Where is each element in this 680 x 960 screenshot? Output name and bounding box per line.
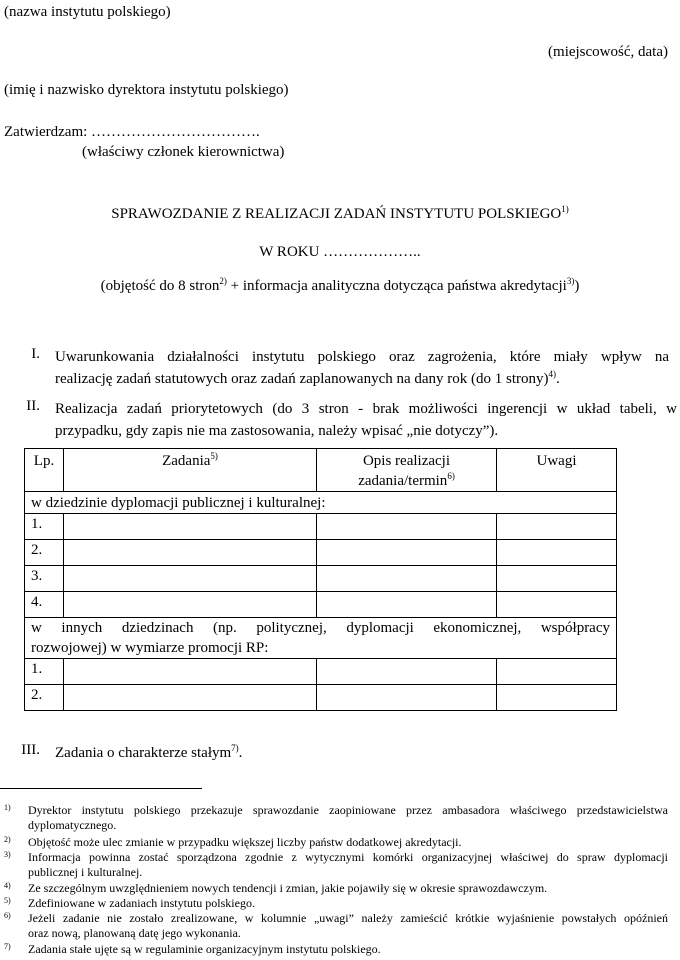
footnote-number: 6) (4, 911, 11, 920)
task-cell[interactable] (64, 592, 317, 618)
footnote-text (28, 835, 668, 850)
header-description (317, 449, 497, 492)
approver-role: (właściwy członek kierownictwa) (82, 144, 285, 160)
priority-tasks-table (24, 448, 617, 711)
volume-note-text: + informacja analityczna dotycząca państwa akredytacji (226, 278, 567, 294)
footnote-ref: 5) (210, 451, 218, 461)
section-line: Uwarunkowania działalności instytutu polskiego oraz zagrożenia, które miały wpływ na (55, 349, 669, 365)
table-row (25, 566, 617, 592)
table-category-row (25, 618, 617, 659)
table-row (25, 659, 617, 685)
footnote-text (28, 850, 668, 880)
section-text (55, 346, 669, 390)
section-line: Realizacja zadań priorytetowych (do 3 stron - brak możliwości ingerencji w układ tabeli, w (55, 401, 677, 417)
row-number: 2. (25, 685, 64, 711)
task-cell[interactable] (64, 540, 317, 566)
table-category-row (25, 492, 617, 514)
header-lp: Lp. (25, 449, 64, 492)
footnote-ref: 3) (566, 276, 575, 286)
report-year: W ROKU ……………….. (259, 244, 421, 260)
footnote-line: Ze szczególnym uwzględnieniem nowych tendencji i zmian, jakie pojawiły się w okresie sprawozdawczym. (28, 881, 548, 895)
description-cell[interactable] (317, 514, 497, 540)
report-title (0, 206, 680, 223)
section-line: Zadania o charakterze stałym (55, 745, 232, 761)
footnote-text (28, 942, 668, 957)
footnote-line: Dyrektor instytutu polskiego przekazuje sprawozdanie zaopiniowane przez ambasadora właściwego przedstawicielstwa (28, 803, 668, 817)
footnote-separator (0, 788, 202, 789)
description-cell[interactable] (317, 566, 497, 592)
footnote-line: Zdefiniowane w zadaniach instytutu polskiego. (28, 896, 255, 910)
footnote-text (28, 896, 668, 911)
footnote-number: 7) (4, 942, 11, 951)
table-row (25, 514, 617, 540)
header-description-label: Opis realizacji (362, 453, 451, 469)
table-row (25, 592, 617, 618)
footnote-line: Zadania stałe ujęte są w regulaminie organizacyjnym instytutu polskiego. (28, 942, 381, 956)
section-line-end: . (238, 745, 243, 761)
section-number: II. (26, 398, 40, 414)
footnote-text (28, 911, 668, 941)
footnote-line: Jeżeli zadanie nie zostało zrealizowane, w kolumnie „uwagi” należy zamieścić krótkie wyjaśnienie powstałych opóźnień (28, 911, 668, 925)
notes-cell[interactable] (497, 566, 617, 592)
row-number: 2. (25, 540, 64, 566)
footnote-text (28, 881, 668, 896)
footnote-number: 4) (4, 881, 11, 890)
task-cell[interactable] (64, 514, 317, 540)
description-cell[interactable] (317, 592, 497, 618)
category-other-fields (25, 618, 617, 659)
notes-cell[interactable] (497, 514, 617, 540)
notes-cell[interactable] (497, 592, 617, 618)
category-public-diplomacy: w dziedzinie dyplomacji publicznej i kulturalnej: (25, 492, 617, 514)
footnote-ref: 2) (219, 276, 227, 286)
volume-note (0, 278, 680, 295)
institute-name-placeholder: (nazwa instytutu polskiego) (4, 4, 171, 20)
footnote-number: 1) (4, 803, 11, 812)
header-description-label: zadania/termin (358, 473, 448, 489)
description-cell[interactable] (317, 659, 497, 685)
footnote-ref: 7) (231, 743, 239, 753)
task-cell[interactable] (64, 659, 317, 685)
footnote-line: dyplomatycznego. (28, 818, 117, 832)
header-tasks (64, 449, 317, 492)
footnote-line: Informacja powinna zostać sporządzona zgodnie z wytycznymi komórki organizacyjnej właściwej do spraw dyplomacji (28, 850, 668, 864)
footnote-number: 5) (4, 896, 11, 905)
row-number: 1. (25, 659, 64, 685)
description-cell[interactable] (317, 685, 497, 711)
volume-note-text: ) (574, 278, 580, 294)
table-row (25, 685, 617, 711)
header-tasks-label: Zadania (162, 453, 211, 469)
section-line: realizację zadań statutowych oraz zadań zaplanowanych na dany rok (do 1 strony) (55, 371, 549, 387)
footnote-ref: 6) (447, 471, 455, 481)
section-line-end: . (556, 371, 560, 387)
category-line: rozwojowej) w wymiarze promocji RP: (31, 640, 269, 656)
footnote-line: Objętość może ulec zmianie w przypadku większej liczby państw dodatkowej akredytacji. (28, 835, 462, 849)
notes-cell[interactable] (497, 659, 617, 685)
category-line: w innych dziedzinach (np. politycznej, dyplomacji ekonomicznej, współpracy (31, 620, 610, 636)
volume-note-text: (objętość do 8 stron (100, 278, 220, 294)
section-number: III. (21, 742, 40, 758)
task-cell[interactable] (64, 685, 317, 711)
description-cell[interactable] (317, 540, 497, 566)
footnote-line: publicznej i kulturalnej. (28, 865, 143, 879)
row-number: 3. (25, 566, 64, 592)
director-name-placeholder: (imię i nazwisko dyrektora instytutu polskiego) (4, 82, 289, 98)
section-text (55, 742, 655, 764)
footnote-number: 2) (4, 835, 11, 844)
footnote-ref: 4) (548, 369, 557, 379)
section-text (55, 398, 677, 442)
footnote-line: oraz nową, planowaną datę jego wykonania. (28, 926, 241, 940)
table-header-row (25, 449, 617, 492)
approval-line: Zatwierdzam: ……………………………. (4, 124, 260, 140)
row-number: 4. (25, 592, 64, 618)
place-date-placeholder: (miejscowość, data) (548, 44, 668, 60)
section-number: I. (31, 346, 40, 362)
footnote-ref: 1) (561, 204, 569, 214)
task-cell[interactable] (64, 566, 317, 592)
section-line: przypadku, gdy zapis nie ma zastosowania, należy wpisać „nie dotyczy”). (55, 423, 499, 439)
table-row (25, 540, 617, 566)
header-notes: Uwagi (497, 449, 617, 492)
report-title-text: SPRAWOZDANIE Z REALIZACJI ZADAŃ INSTYTUTU POLSKIEGO (111, 206, 562, 222)
notes-cell[interactable] (497, 685, 617, 711)
footnote-text (28, 803, 668, 833)
row-number: 1. (25, 514, 64, 540)
footnote-number: 3) (4, 850, 11, 859)
notes-cell[interactable] (497, 540, 617, 566)
